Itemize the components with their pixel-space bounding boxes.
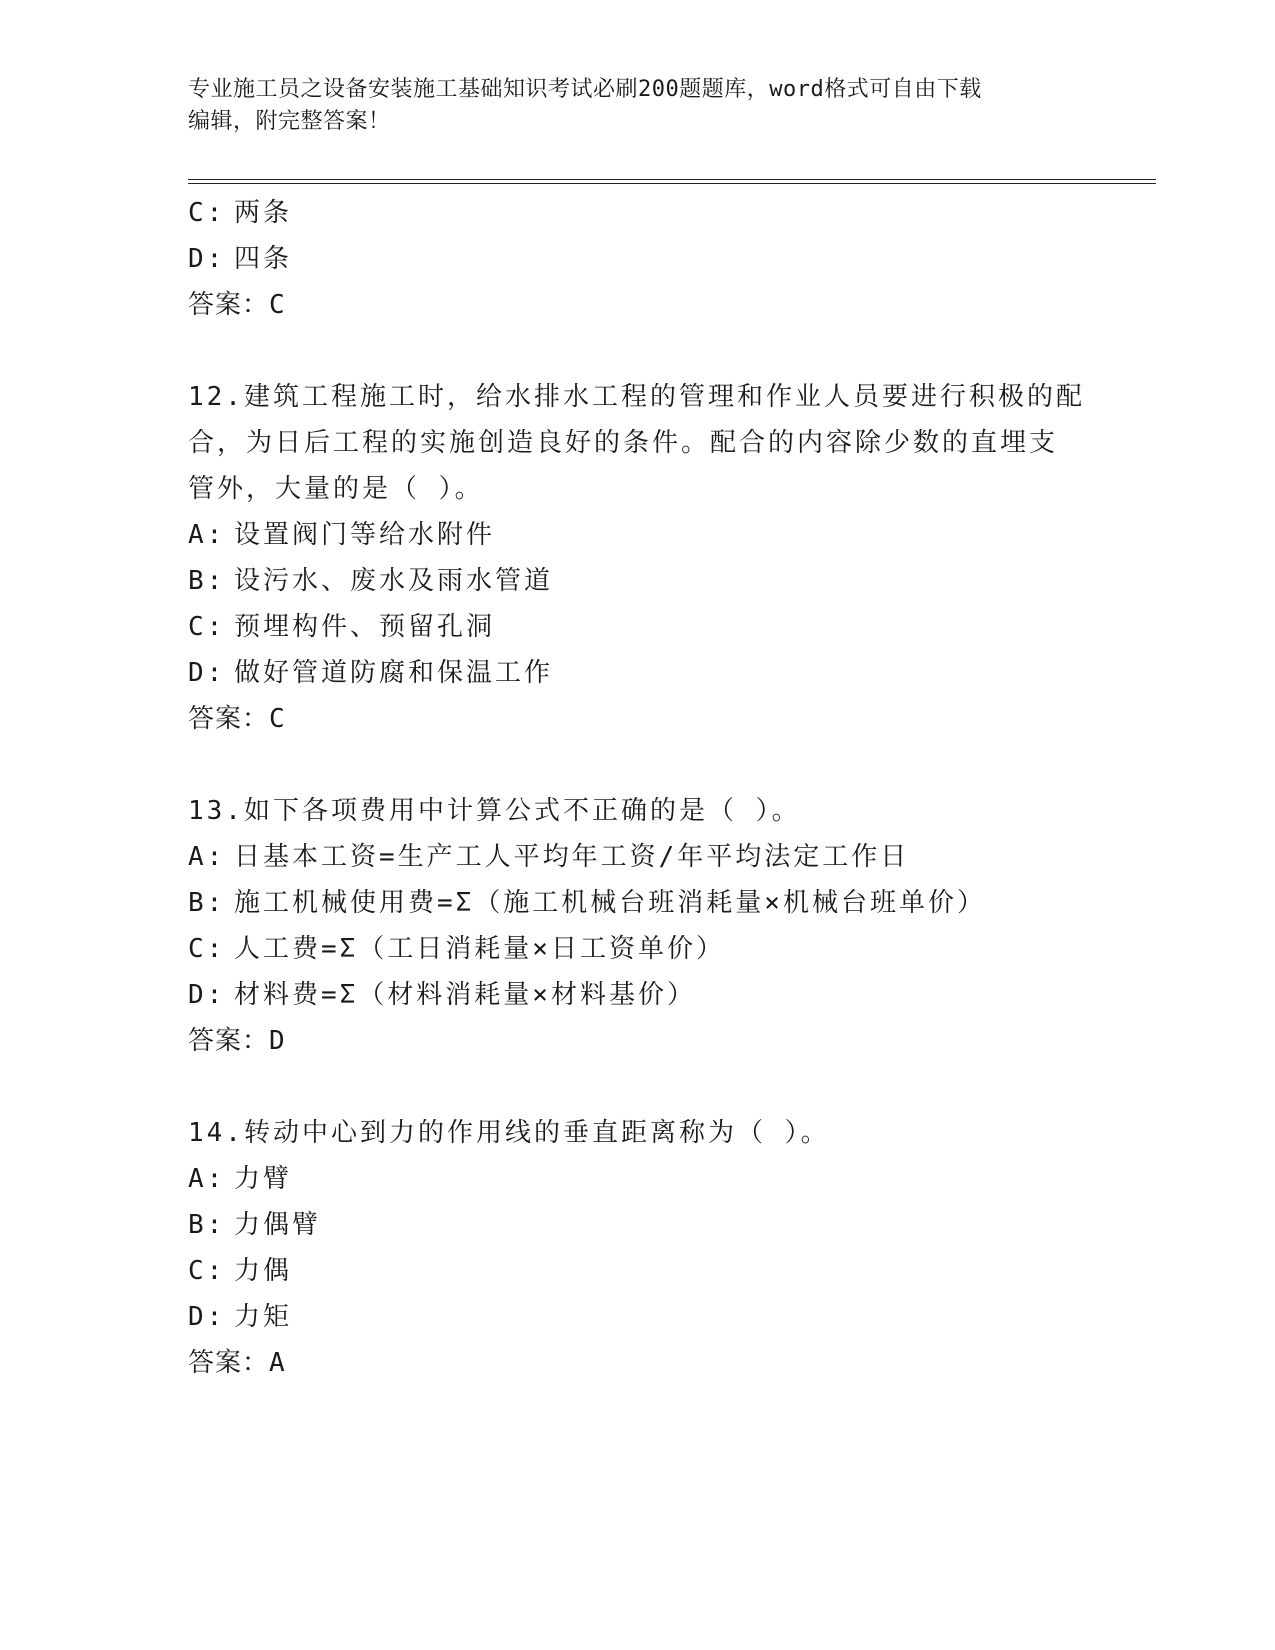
option-b: B: 施工机械使用费=Σ（施工机械台班消耗量×机械台班单价） xyxy=(188,888,986,918)
option-a: A: 日基本工资=生产工人平均年工资/年平均法定工作日 xyxy=(188,842,910,872)
answer-line: 答案：C xyxy=(188,704,286,734)
option-d: D: 力矩 xyxy=(188,1302,293,1332)
option-d: D: 材料费=Σ（材料消耗量×材料基价） xyxy=(188,980,696,1010)
option-c: C: 两条 xyxy=(188,198,293,228)
previous-question-tail xyxy=(188,190,1088,328)
option-d: D: 四条 xyxy=(188,244,293,274)
option-c: C: 力偶 xyxy=(188,1256,293,1286)
spacer xyxy=(188,328,1088,374)
question-list xyxy=(188,190,1088,1386)
option-c: C: 预埋构件、预留孔洞 xyxy=(188,612,496,642)
question-12 xyxy=(188,374,1088,742)
answer-line: 答案：C xyxy=(188,290,286,320)
question-stem xyxy=(188,788,1088,834)
spacer xyxy=(188,1064,1088,1110)
stem-line: 13.如下各项费用中计算公式不正确的是（ ）。 xyxy=(188,796,801,826)
question-stem xyxy=(188,1110,1088,1156)
stem-line: 管外，大量的是（ ）。 xyxy=(188,474,484,504)
option-b: B: 设污水、废水及雨水管道 xyxy=(188,566,554,596)
question-14 xyxy=(188,1110,1088,1386)
question-stem xyxy=(188,374,1088,512)
spacer xyxy=(188,742,1088,788)
header-title-line-2: 编辑，附完整答案！ xyxy=(188,109,391,134)
option-a: A: 设置阀门等给水附件 xyxy=(188,520,496,550)
option-d: D: 做好管道防腐和保温工作 xyxy=(188,658,554,688)
answer-line: 答案：D xyxy=(188,1026,286,1056)
header-title-line-1: 专业施工员之设备安装施工基础知识考试必刷200题题库，word格式可自由下载 xyxy=(188,77,982,102)
stem-line: 12.建筑工程施工时，给水排水工程的管理和作业人员要进行积极的配 xyxy=(188,382,1085,412)
answer-line: 答案：A xyxy=(188,1348,286,1378)
stem-line: 合，为日后工程的实施创造良好的条件。配合的内容除少数的直埋支 xyxy=(188,428,1059,458)
option-a: A: 力臂 xyxy=(188,1164,293,1194)
option-c: C: 人工费=Σ（工日消耗量×日工资单价） xyxy=(188,934,725,964)
stem-line: 14.转动中心到力的作用线的垂直距离称为（ ）。 xyxy=(188,1118,830,1148)
document-header xyxy=(188,74,1068,138)
option-b: B: 力偶臂 xyxy=(188,1210,322,1240)
question-13 xyxy=(188,788,1088,1064)
header-divider xyxy=(188,179,1156,184)
